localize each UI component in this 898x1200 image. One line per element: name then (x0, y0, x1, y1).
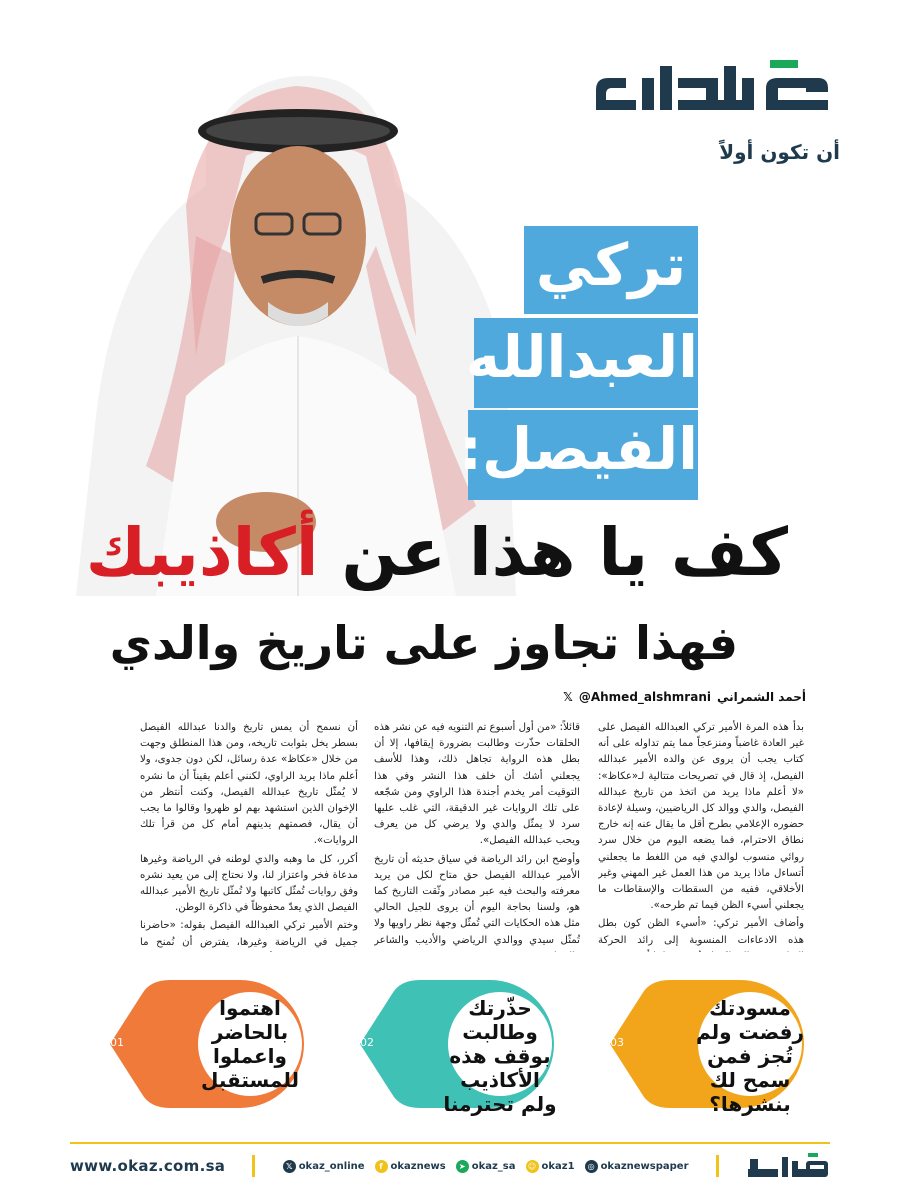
divider (252, 1155, 255, 1177)
quote-badge-01 (90, 966, 338, 1122)
quote-badge-03 (590, 966, 838, 1122)
social-label: okaz1 (541, 1160, 575, 1172)
telegram-icon: ➤ (456, 1160, 469, 1173)
quote-text: حذّرتك وطالبت بوقف هذه الأكاذيب ولم تحترمنا (443, 996, 557, 1116)
tagline: أن تكون أولاً (719, 140, 840, 164)
article-column-3 (140, 720, 358, 952)
headline-black-part: كف يا هذا عن (341, 514, 788, 591)
headline-main (85, 508, 788, 598)
instagram-icon: ◎ (585, 1160, 598, 1173)
article-column-1 (598, 720, 804, 952)
social-facebook[interactable] (375, 1160, 446, 1173)
quote-number: 02 (360, 1036, 374, 1049)
paragraph: وختم الأمير تركي العبدالله الفيصل بقوله: «حاضرنا جميل في الرياضة وغيرها، يفترض أن نُمنح ما (140, 920, 358, 948)
author-name: أحمد الشمراني (716, 690, 806, 704)
footer-logo (746, 1151, 830, 1181)
quote-number: 01 (110, 1036, 124, 1049)
header-logo (556, 40, 856, 180)
social-label: okaznews (390, 1160, 446, 1172)
paragraph: بدأ هذه المرة الأمير تركي العبدالله الفيصل على غير العادة غاضباً ومنزعجاً مما يتم تداوله على أنه كتاب يجب أن يروى عن والده الأمير عبدالله الفيصل، إذ قال في تصريحات متتالية لـ«عكاظ»: «لا أعلم ماذا يريد من اتخذ من تاريخ عبدالله الفيصل، والدي ووالد كل الرياضيين، وسيلة لإعادة حضوره الإعلامي بطرح أقل ما يقال عنه إنه خارج نطاق الاحترام، فما يضعه اليوم من خلال سرد روائي منسوب لوالدي فيه من اللغط ما يجعلني أتساءل ماذا يريد من هذا العمل غير المهني وغير الأخلاقي، ففيه من السقطات والإسقاطات ما يجعلني أسيء الظن فيما تم طرحه». (598, 722, 804, 912)
social-telegram[interactable] (456, 1160, 516, 1173)
website-link[interactable]: www.okaz.com.sa (70, 1157, 226, 1175)
headline-red-part: أكاذيبك (85, 514, 319, 591)
social-instagram[interactable] (585, 1160, 689, 1173)
quote-text: مسودتك رفضت ولم تُجز فمن سمح لك بنشرها؟ (695, 996, 805, 1116)
social-label: okaz_online (298, 1160, 365, 1172)
paragraph: قائلاً: «من أول أسبوع تم التنويه فيه عن نشر هذه الحلقات حذّرت وطالبت بضرورة إيقافها، إلا أن بطل هذه الرواية تجاهل ذلك، وهذا للأسف يجعلني أشك أن خلف هذا النشر وفي هذا التوقيت أمر يخدم أجندة هذا الراوي ومن شجّعه على تلك الروايات غير الدقيقة، التي غلب عليها سرد لا يمثّل والدي ولا يرضي كل من يعرف ويحب عبدالله الفيصل». (374, 722, 580, 847)
headline-sub: فهذا تجاوز على تاريخ والدي (109, 616, 738, 670)
author-handle[interactable]: @Ahmed_alshmrani (578, 690, 711, 704)
paragraph: أكرر، كل ما وهبه والدي لوطنه في الرياضة وغيرها مدعاة فخر واعتزاز لنا، ولا نحتاج إلى من يعيد نشره وفق روايات تُمثّل كاتبها ولا تُمثّل تاريخ الأمير عبدالله الفيصل الذي يعدّ محفوظاً في ذاكرة الوطن. (140, 853, 358, 914)
social-snapchat[interactable] (526, 1160, 575, 1173)
x-icon: 𝕏 (563, 690, 573, 704)
article-column-2 (374, 720, 580, 952)
okaz-logo-icon (556, 40, 856, 140)
divider (716, 1155, 719, 1177)
title-line-1: تركي (524, 226, 698, 314)
footer (70, 1142, 830, 1188)
okaz-logo-icon (746, 1151, 830, 1181)
paragraph: أن نسمح أن يمس تاريخ والدنا عبدالله الفيصل بسطر يخل بثوابت تاريخه، ومن هذا المنطلق وجهت من خلال «عكاظ» عدة رسائل، لكن دون جدوى، ولا أعلم ماذا يريد الراوي، لكنني أعلم يقيناً أن ما نشره لا يُمثّل تاريخ عبدالله الفيصل، وكنت أنتظر من الإخوان الذين استشهد بهم لو ظهروا وقالوا ما يجب أن يقال، فصمتهم يدينهم أمام كل من قرأ تلك الروايات». (140, 722, 358, 847)
quote-text: اهتموا بالحاضر واعملوا للمستقبل (200, 996, 299, 1092)
social-x[interactable] (283, 1160, 365, 1173)
x-icon: 𝕏 (283, 1160, 296, 1173)
title-line-3: الفيصل: (468, 410, 698, 500)
social-label: okaznewspaper (600, 1160, 689, 1172)
facebook-icon: f (375, 1160, 388, 1173)
social-label: okaz_sa (471, 1160, 516, 1172)
title-line-2: العبدالله (474, 318, 698, 408)
paragraph: وأضاف الأمير تركي: «أسيء الظن كون بطل هذه الادعاءات المنسوبة إلى رائد الحركة (598, 918, 804, 946)
paragraph: وأوضح ابن رائد الرياضة في سياق حديثه أن تاريخ الأمير عبدالله الفيصل حق متاح لكل من يريد معرفته والبحث فيه عبر مصادر وثّقت التاريخ كما هو، ولسنا بحاجة اليوم أن يروى للجيل الحالي مثل هذه الحكايات التي تُمثّل وجهة نظر راويها ولا تُمثّل سيدي ووالدي الرياضي والأديب والشاعر (374, 853, 580, 946)
snapchat-icon: ☺ (526, 1160, 539, 1173)
social-links (283, 1160, 689, 1173)
byline (563, 690, 806, 704)
quote-number: 03 (610, 1036, 624, 1049)
quote-badge-02 (340, 966, 588, 1122)
